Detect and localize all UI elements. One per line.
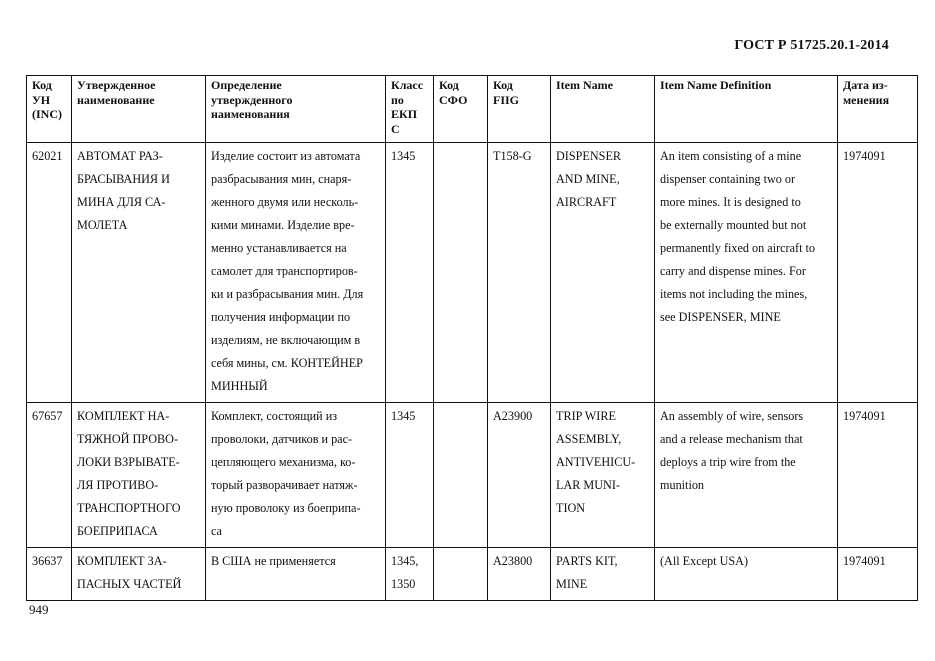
cell-line: 1345, [391,554,419,568]
cell-line: БОЕПРИПАСА [77,524,158,538]
cell-line: be externally mounted but not [660,218,807,232]
cell-line: ПАСНЫХ ЧАСТЕЙ [77,577,182,591]
cell-name [72,548,206,601]
column-header-date [838,76,918,143]
cell-code [27,548,72,601]
cell-line: Утвержденное [77,78,156,92]
column-header-definition [206,76,386,143]
cell-line: са [211,524,222,538]
cell-line: В США не применяется [211,554,336,568]
cell-item-name [551,548,655,601]
cell-line: изделиям, не включающим в [211,333,361,347]
cell-line: БРАСЫВАНИЯ И [77,172,170,186]
cell-line: items not including the mines, [660,287,808,301]
cell-class [386,403,434,548]
cell-line: Код [439,78,459,92]
table-row [27,548,918,601]
cell-line: Класс [391,78,424,92]
cell-line: ки и разбрасывания мин. Для [211,287,364,301]
cell-line: A23900 [493,409,533,423]
cell-line: T158-G [493,149,532,163]
cell-line: утвержденного [211,92,293,107]
cell-line: ASSEMBLY, [556,432,622,446]
cell-item-definition [655,403,838,548]
cell-line: наименование [77,92,155,107]
cell-fiig [488,143,551,403]
cell-line: разбрасывания мин, снаря- [211,172,352,186]
cell-line: самолет для транспортиров- [211,264,358,278]
page-number: 949 [29,602,49,617]
cell-item-name [551,143,655,403]
cell-line: ЛЯ ПРОТИВО- [77,478,159,492]
cell-code [27,403,72,548]
cell-line: TRIP WIRE [556,409,616,423]
cell-line: (INC) [32,107,62,121]
cell-line: ТЯЖНОЙ ПРОВО- [77,432,178,446]
cell-line: An assembly of wire, sensors [660,409,804,423]
cell-line: кими минами. Изделие вре- [211,218,355,232]
cell-line: 36637 [32,554,63,568]
column-header-code [27,76,72,143]
cell-line: FIIG [493,92,520,107]
cell-line: munition [660,478,705,492]
cell-line: Определение [211,78,282,92]
cell-sfo [434,548,488,601]
cell-line: себя мины, см. КОНТЕЙНЕР [211,356,363,370]
cell-line: женного двумя или несколь- [211,195,359,209]
cell-line: and a release mechanism that [660,432,803,446]
table-row [27,403,918,548]
cell-fiig [488,548,551,601]
cell-line: СФО [439,92,468,107]
cell-line: Item Name [556,78,613,92]
cell-name [72,143,206,403]
cell-line: ЛОКИ ВЗРЫВАТЕ- [77,455,180,469]
cell-line: 1974091 [843,409,886,423]
cell-line: more mines. It is designed to [660,195,801,209]
cell-line: A23800 [493,554,533,568]
cell-definition [206,548,386,601]
cell-item-name [551,403,655,548]
cell-line: Комплект, состоящий из [211,409,338,423]
cell-line: торый разворачивает натяж- [211,478,358,492]
cell-line: DISPENSER [556,149,622,163]
item-catalog-table [26,75,918,601]
cell-code [27,143,72,403]
cell-line: dispenser containing two or [660,172,796,186]
cell-line: 62021 [32,149,63,163]
cell-line: Item Name Definition [660,78,772,92]
cell-line: LAR MUNI- [556,478,620,492]
cell-item-definition [655,548,838,601]
cell-definition [206,403,386,548]
cell-line: цепляющего механизма, ко- [211,455,356,469]
table-header-row [27,76,918,143]
cell-line: АВТОМАТ РАЗ- [77,149,163,163]
cell-line: Дата из- [843,78,888,92]
cell-line: 1350 [391,577,416,591]
cell-line: менения [843,92,890,107]
cell-line: МИННЫЙ [211,379,268,393]
cell-line: AND MINE, [556,172,620,186]
cell-line: carry and dispense mines. For [660,264,806,278]
column-header-fiig [488,76,551,143]
cell-line: TION [556,501,586,515]
cell-line: MINE [556,577,588,591]
cell-line: PARTS KIT, [556,554,618,568]
cell-name [72,403,206,548]
cell-line: С [391,121,400,136]
cell-line: Код [493,78,513,92]
column-header-sfo [434,76,488,143]
cell-sfo [434,403,488,548]
column-header-name [72,76,206,143]
cell-line: 1974091 [843,554,886,568]
cell-line: AIRCRAFT [556,195,617,209]
column-header-class [386,76,434,143]
column-header-item-definition [655,76,838,143]
cell-date [838,548,918,601]
cell-definition [206,143,386,403]
cell-class [386,548,434,601]
cell-line: ANTIVEHICU- [556,455,636,469]
cell-line: КОМПЛЕКТ НА- [77,409,170,423]
cell-line: An item consisting of a mine [660,149,802,163]
cell-line: УН [32,92,51,107]
cell-line: ную проволоку из боеприпа- [211,501,361,515]
cell-line: МИНА ДЛЯ СА- [77,195,166,209]
cell-line: МОЛЕТА [77,218,128,232]
cell-line: наименования [211,107,290,121]
cell-line: permanently fixed on aircraft to [660,241,815,255]
cell-line: ТРАНСПОРТНОГО [77,501,181,515]
cell-class [386,143,434,403]
cell-line: see DISPENSER, MINE [660,310,781,324]
column-header-item-name [551,76,655,143]
cell-fiig [488,403,551,548]
table-row [27,143,918,403]
cell-item-definition [655,143,838,403]
cell-line: по [391,92,404,107]
cell-date [838,143,918,403]
cell-line: менно устанавливается на [211,241,347,255]
cell-line: 67657 [32,409,63,423]
standard-code: ГОСТ Р 51725.20.1-2014 [734,38,889,53]
cell-line: получения информации по [211,310,351,324]
cell-line: Изделие состоит из автомата [211,149,361,163]
cell-line: deploys a trip wire from the [660,455,796,469]
cell-line: Код [32,78,52,92]
cell-line: ЕКП [391,107,418,121]
cell-sfo [434,143,488,403]
cell-line: 1345 [391,409,416,423]
cell-line: КОМПЛЕКТ ЗА- [77,554,167,568]
cell-line: проволоки, датчиков и рас- [211,432,353,446]
cell-line: 1974091 [843,149,886,163]
cell-line: 1345 [391,149,416,163]
cell-line: (All Except USA) [660,554,749,568]
cell-date [838,403,918,548]
